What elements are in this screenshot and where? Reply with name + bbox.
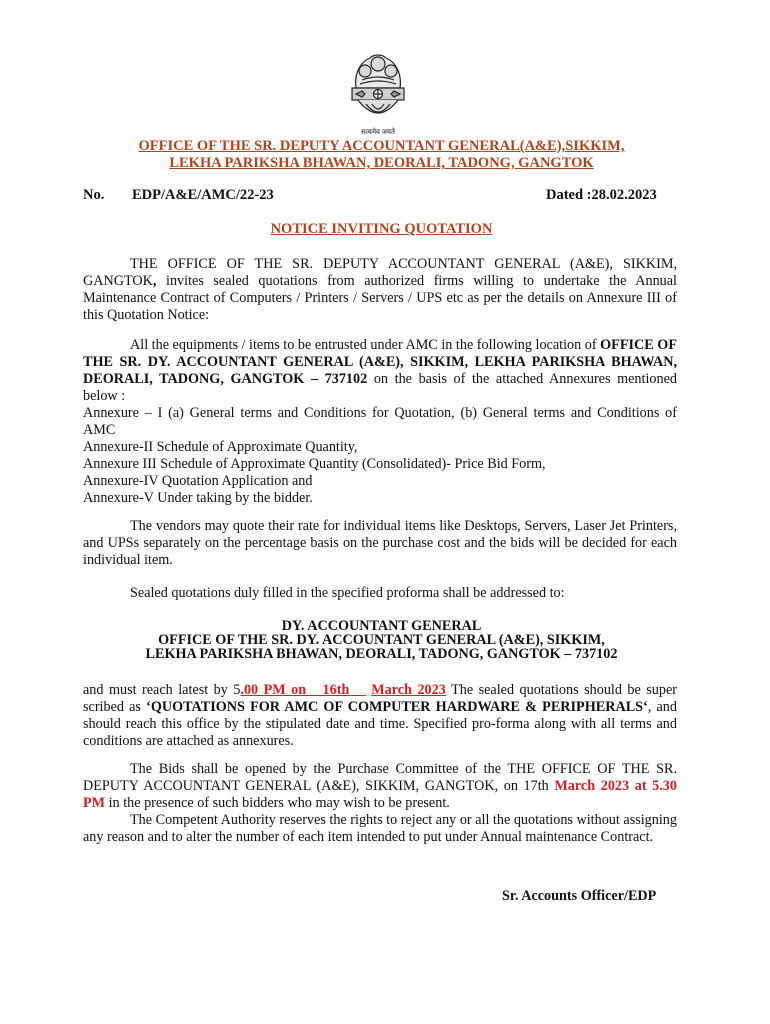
deadline-time: .00 PM on 16th (240, 682, 366, 698)
annexure-item: Annexure III Schedule of Approximate Quantity (Consolidated)- Price Bid Form, (83, 456, 546, 472)
deadline-date: March 2023 (371, 682, 446, 698)
office-heading (80, 138, 683, 172)
address-line-3: LEKHA PARIKSHA BHAWAN, DEORALI, TADONG, GANGTOK – 737102 (145, 646, 618, 662)
intro-text-office: THE OFFICE OF THE SR. DEPUTY ACCOUNTANT GENERAL (A&E), SIKKIM, GANGTOK (83, 256, 677, 289)
reference-number: EDP/A&E/AMC/22-23 (132, 187, 274, 203)
lion-capital-icon (336, 44, 420, 128)
deadline-text-2: The sealed quotations should be super scribed as (83, 682, 678, 715)
notice-date: Dated :28.02.2023 (546, 187, 657, 203)
annexure-item: Annexure-IV Quotation Application and (83, 473, 313, 489)
deadline-text: and must reach latest by 5 (83, 682, 241, 698)
emblem-motto: सत्यमेव जयते (361, 128, 395, 136)
address-line-1: DY. ACCOUNTANT GENERAL (281, 618, 482, 634)
sealed-paragraph: Sealed quotations duly filled in the specified proforma shall be addressed to: (130, 585, 565, 601)
location-block (83, 337, 677, 507)
office-heading-line-1: OFFICE OF THE SR. DEPUTY ACCOUNTANT GENERAL(A&E),SIKKIM, (138, 138, 625, 154)
deadline-text-3: , and should reach this office by the stipulated date and time. Specified pro-forma along with all terms and conditions are attached as annexures. (83, 699, 677, 749)
notice-title: NOTICE INVITING QUOTATION (270, 221, 493, 237)
national-emblem (336, 44, 420, 136)
authority-paragraph: The Competent Authority reserves the rights to reject any or all the quotations without assigning any reason and to alter the number of each item intended to put under Annual maintenance Contract. (83, 812, 677, 845)
superscription: ‘QUOTATIONS FOR AMC OF COMPUTER HARDWARE & PERIPHERALS‘ (146, 699, 648, 715)
reference-no-label: No. (83, 187, 105, 203)
opening-text: The Bids shall be opened by the Purchase Committee of the THE OFFICE OF THE SR. DEPUTY ACCOUNTANT GENERAL (A&E), SIKKIM, GANGTOK, on 17th (83, 761, 677, 794)
intro-comma: , (152, 273, 157, 289)
opening-text-rest: in the presence of such bidders who may wish to be present. (105, 795, 450, 811)
intro-text-rest: invites sealed quotations from authorized firms willing to undertake the Annual Maintenance Contract of Computers / Printers / Servers / UPS etc as per the details on Annexure III of this Quotation Notice: (83, 273, 677, 323)
opening-date: March 2023 at 5.30 PM (83, 778, 677, 811)
signature: Sr. Accounts Officer/EDP (502, 888, 657, 904)
office-heading-line-2: LEKHA PARIKSHA BHAWAN, DEORALI, TADONG, GANGTOK (169, 155, 594, 171)
location-text: All the equipments / items to be entrusted under AMC in the following location of (130, 337, 601, 353)
annexure-item: Annexure-V Under taking by the bidder. (83, 490, 313, 506)
address-line-2: OFFICE OF THE SR. DY. ACCOUNTANT GENERAL (A&E), SIKKIM, (158, 632, 605, 648)
opening-block (83, 761, 677, 846)
deadline-paragraph (83, 682, 677, 750)
location-office: OFFICE OF THE SR. DY. ACCOUNTANT GENERAL (A&E), SIKKIM, LEKHA PARIKSHA BHAWAN, DEORALI, TADONG, GANGTOK – 737102 (83, 337, 677, 387)
location-text-rest: on the basis of the attached Annexures mentioned below : (83, 371, 677, 404)
intro-paragraph (83, 256, 677, 324)
address-block (80, 619, 683, 661)
annexure-item: Annexure-II Schedule of Approximate Quantity, (83, 439, 358, 455)
vendors-paragraph: The vendors may quote their rate for individual items like Desktops, Servers, Laser Jet Printers, and UPSs separately on the percentage basis on the purchase cost and the bids will be decided for each individual item. (83, 518, 677, 568)
annexure-item: Annexure – I (a) General terms and Conditions for Quotation, (b) General terms and Conditions of AMC (83, 405, 677, 438)
